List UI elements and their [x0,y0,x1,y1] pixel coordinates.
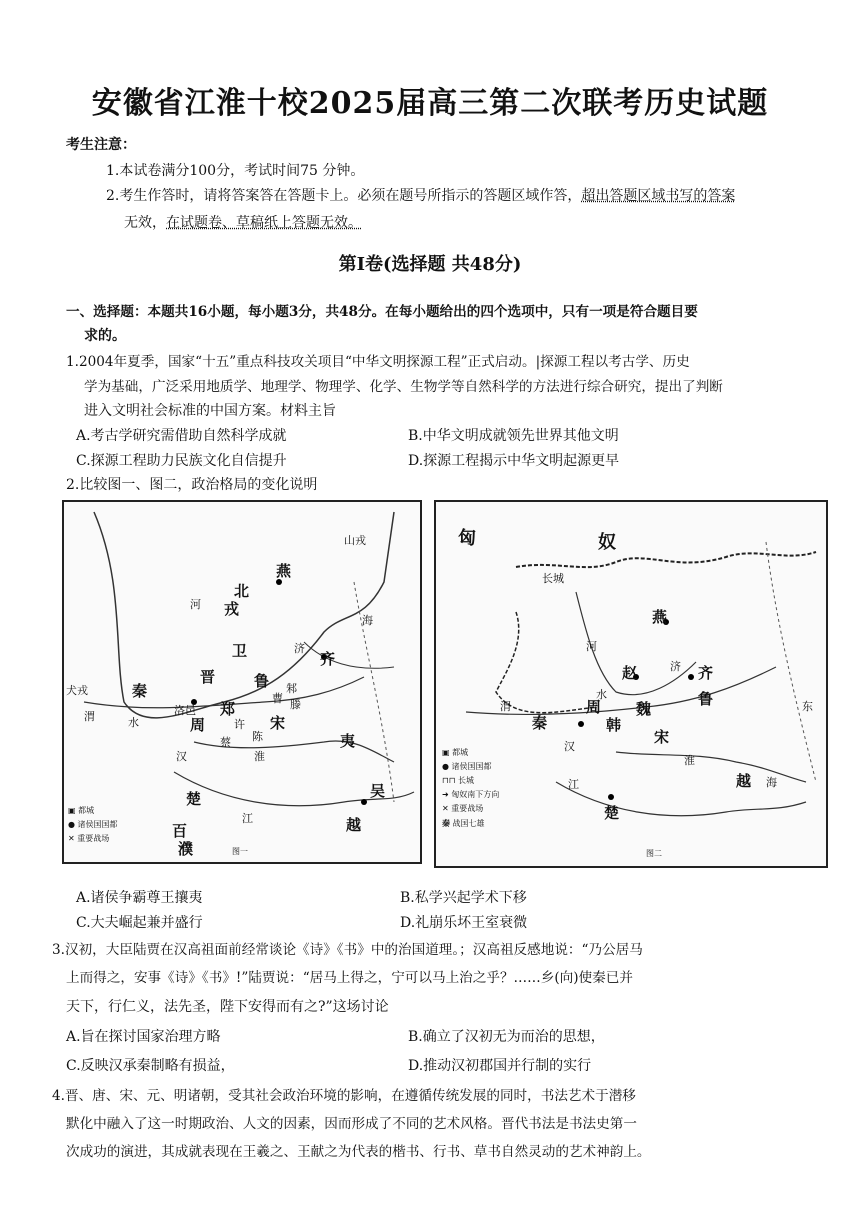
map1-label-qi: 齐 [320,650,336,668]
map2-label-qi: 齐 [698,664,714,682]
map1-label-chu: 楚 [186,790,202,808]
q3-option-a: A.旨在探讨国家治理方略 [66,1029,221,1045]
map1-label-he: 河 [190,598,201,611]
map1-label-rong: 戎 [224,600,240,618]
map1-label-shui: 水 [128,716,139,729]
map2-label-qin: 秦 [532,714,548,732]
q2-option-d: D.礼崩乐坏王室衰微 [400,915,528,931]
notice-item-2b: 超出答题区域书写的答案 [581,188,736,204]
map1-label-song: 宋 [270,714,286,732]
map2-legend-battlefield: 重要战场 [451,804,484,813]
map2-label-xiong: 匈 [458,528,476,549]
map2-label-hai: 海 [766,776,777,789]
map1-caption: 图一 [232,847,248,856]
q3-stem-3: 天下，行仁义，法先圣，陛下安得而有之?”这场讨论 [66,999,389,1015]
map1-label-cao: 曹 [272,692,283,705]
map2-label-he: 河 [586,640,597,653]
map1-label-zhu: 邾 [286,682,297,695]
q2-option-a: A.诸侯争霸尊王攘夷 [76,890,203,906]
map-figure-2 [434,500,828,868]
q1-stem-3: 进入文明社会标准的中国方案。材料主旨 [84,403,336,419]
map1-label-bai: 百 [172,822,188,840]
map1-label-lu: 鲁 [254,672,270,690]
map1-label-xu: 许 [234,718,245,731]
map1-label-hai: 海 [362,614,373,627]
map2-caption: 图二 [646,849,662,858]
map2-label-wei-river: 渭 [500,700,511,713]
map1-label-zhou: 周 [190,716,206,734]
q1-option-c: C.探源工程助力民族文化自信提升 [76,453,287,469]
map2-label-huai: 淮 [684,754,695,767]
map2-label-han-state: 韩 [606,716,622,734]
map2-label-lu: 鲁 [698,690,714,708]
map2-label-wei: 魏 [636,700,652,718]
map2-label-zhao: 赵 [622,664,638,682]
notice-item-2 [106,185,735,205]
notice-heading: 考生注意： [66,137,136,153]
map1-label-qin: 秦 [132,682,148,700]
q4-stem-3: 次成功的演进，其成就表现在王羲之、王献之为代表的楷书、行书、草书自然灵动的艺术神韵上。 [66,1144,651,1160]
map1-label-zheng: 郑 [220,700,236,718]
map2-label-yue: 越 [736,772,752,790]
map2-legend-qin-sample: 秦 [442,818,450,828]
q3-stem-2: 上而得之，安事《诗》《书》!”陆贾说：“居马上得之，宁可以马上治之乎？……乡(向)使秦已并 [66,970,633,986]
map1-label-teng: 滕 [290,698,301,711]
section-instructions-2: 求的。 [84,328,126,344]
map1-label-jiang: 江 [242,812,253,825]
map1-label-cai: 蔡 [220,736,231,749]
section-instructions-1: 一、选择题：本题共16小题，每小题3分，共48分。在每小题给出的四个选项中，只有一项是符合题目要 [66,304,698,320]
q1-option-d: D.探源工程揭示中华文明起源更早 [408,453,620,469]
map2-legend-seven-states: 战国七雄 [452,819,485,828]
map2-legend: ▣ 都城 ● 诸侯国国都 ⊓⊓ 长城 ➜ 匈奴南下方向 ✕ 重要战场 秦 战国七雄 [442,748,500,828]
map1-legend-state-capital: 诸侯国国都 [77,820,118,829]
map2-legend-state-capital: 诸侯国国都 [451,762,492,771]
q2-option-c: C.大夫崛起兼并盛行 [76,915,203,931]
q1-option-a: A.考古学研究需借助自然科学成就 [76,428,287,444]
notice-item-2c-prefix: 无效， [124,215,166,231]
section-title: 第Ⅰ卷(选择题 共48分) [338,254,522,275]
map1-legend: ▣ 都城 ● 诸侯国国都 ✕ 重要战场 [68,806,118,843]
q3-option-b: B.确立了汉初无为而治的思想， [408,1029,605,1045]
q4-stem-2: 默化中融入了这一时期政治、人文的因素，因而形成了不同的艺术风格。晋代书法是书法史第一 [66,1116,637,1132]
map1-label-shanrong: 山戎 [344,534,366,547]
map1-label-jin: 晋 [200,668,216,686]
q1-option-b: B.中华文明成就领先世界其他文明 [408,428,619,444]
q3-stem-1: 3.汉初，大臣陆贾在汉高祖面前经常谈论《诗》《书》中的治国道理。；汉高祖反感地说：“乃公居马 [52,942,643,958]
map1-label-wei-river: 渭 [84,710,95,723]
map2-label-song: 宋 [654,728,670,746]
q3-option-d: D.推动汉初郡国并行制的实行 [408,1058,592,1074]
map2-label-han-river: 汉 [564,740,575,753]
map1-label-yan: 燕 [276,562,292,580]
notice-item-2c [124,212,362,232]
map2-label-changcheng: 长城 [542,572,564,585]
map2-label-chu: 楚 [604,804,620,822]
map1-label-han: 汉 [176,750,187,763]
map1-label-luoyi: 洛邑 [174,704,196,717]
map1-label-wei: 卫 [232,642,248,660]
q2-option-b: B.私学兴起学术下移 [400,890,527,906]
exam-title: 安徽省江淮十校2025届高三第二次联考历史试题 [91,86,769,121]
q1-stem-2: 学为基础，广泛采用地质学、地理学、物理学、化学、生物学等自然科学的方法进行综合研究，提出了判断 [84,379,723,395]
map1-label-chen: 陈 [252,730,263,743]
q1-stem-1: 1.2004年夏季，国家“十五”重点科技攻关项目“中华文明探源工程”正式启动。|探源工程以考古学、历史 [66,354,690,370]
map1-label-pu: 濮 [178,840,194,858]
q3-option-c: C.反映汉承秦制略有损益， [66,1058,235,1074]
notice-item-2c-text: 在试题卷、草稿纸上答题无效。 [166,215,362,231]
notice-item-2a: 2.考生作答时，请将答案答在答题卡上。必须在题号所指示的答题区域作答， [106,188,582,204]
map1-label-ji: 济 [294,642,305,655]
map1-label-huai: 淮 [254,750,265,763]
map2-label-zhou: 周 [586,698,602,716]
map1-label-quanrong: 犬戎 [66,684,88,697]
map2-label-jiang: 江 [568,778,579,791]
map1-label-yue: 越 [346,816,362,834]
map1-label-bei: 北 [234,582,250,600]
map1-legend-capital: 都城 [78,806,95,815]
q4-stem-1: 4.晋、唐、宋、元、明诸朝，受其社会政治环境的影响，在遵循传统发展的同时，书法艺术于潜移 [52,1088,636,1104]
q2-stem: 2.比较图一、图二，政治格局的变化说明 [66,477,318,493]
map2-label-nu: 奴 [598,532,616,553]
map2-legend-great-wall: 长城 [457,776,474,785]
map1-legend-battlefield: 重要战场 [77,834,110,843]
map-figure-1 [62,500,422,864]
map1-label-yi: 夷 [340,732,356,750]
notice-item-1: 1.本试卷满分100分，考试时间75 分钟。 [106,163,365,179]
map2-label-ji: 济 [670,660,681,673]
map1-label-wu: 吴 [370,782,386,800]
map2-legend-capital: 都城 [452,748,469,757]
map2-label-dong: 东 [802,700,813,713]
map2-label-yan: 燕 [652,608,668,626]
map2-legend-xiongnu-direction: 匈奴南下方向 [451,790,500,799]
map2-label-shui: 水 [596,688,607,701]
